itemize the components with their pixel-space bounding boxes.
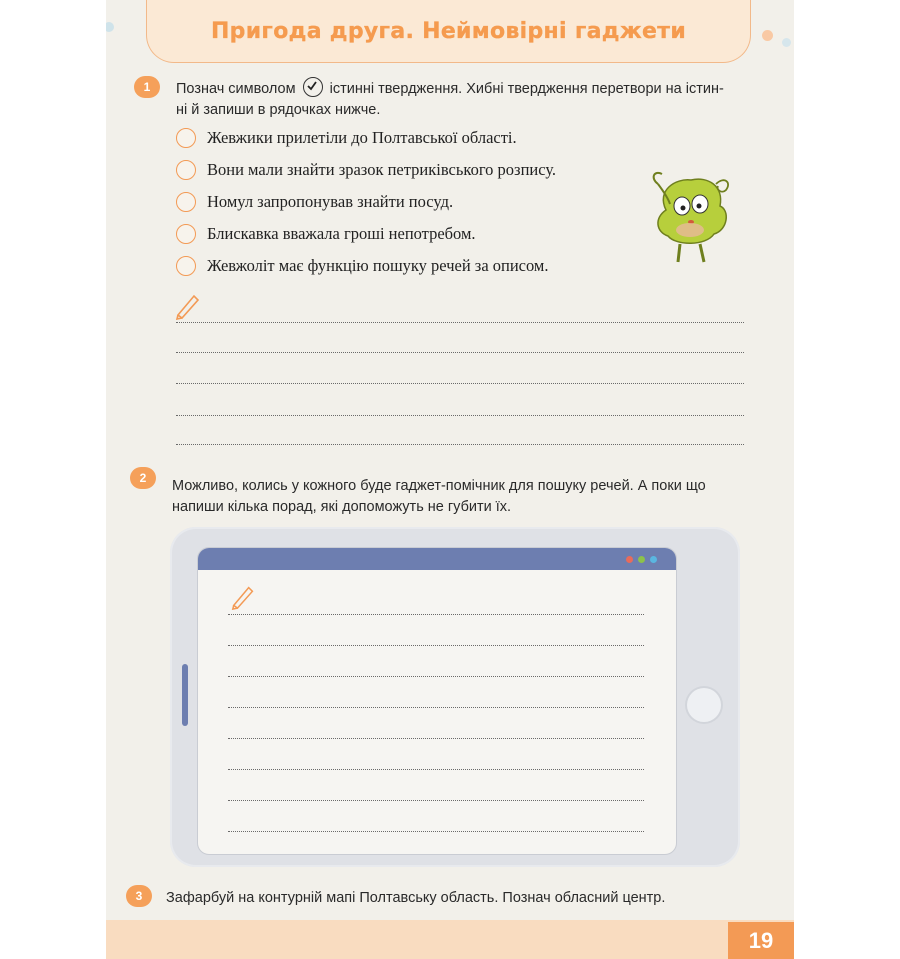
task-3-instruction: Зафарбуй на контурній мапі Полтавську область. Познач обласний центр. <box>166 890 666 906</box>
statement-checkbox[interactable] <box>176 256 196 276</box>
statement-text: Жевжоліт має функцію пошуку речей за описом. <box>207 256 549 275</box>
answer-line[interactable] <box>176 322 744 323</box>
statement-text: Жевжики прилетіли до Полтавської області. <box>207 128 517 147</box>
page-number: 19 <box>728 922 794 959</box>
page-title: Пригода друга. Неймовірні гаджети <box>210 18 687 44</box>
statement-item <box>176 160 556 180</box>
footer-band <box>106 920 794 959</box>
tablet-answer-line[interactable] <box>228 614 644 615</box>
decorative-dot <box>106 22 114 32</box>
tablet-answer-line[interactable] <box>228 800 644 801</box>
task-2-instruction-line2: напиши кілька порад, які допоможуть не губити їх. <box>172 499 512 515</box>
statement-item <box>176 256 549 276</box>
decorative-dot <box>782 38 791 47</box>
window-dot-red <box>626 556 633 563</box>
statement-text: Блискавка вважала гроші непотребом. <box>207 224 476 243</box>
tablet-answer-line[interactable] <box>228 738 644 739</box>
answer-line[interactable] <box>176 444 744 445</box>
task-3-number: 3 <box>126 885 152 907</box>
pencil-icon <box>174 290 204 320</box>
task-1-instruction-line2: ні й запиши в рядочках нижче. <box>176 102 381 118</box>
pencil-icon <box>230 582 258 610</box>
tablet-answer-line[interactable] <box>228 831 644 832</box>
task-2-instruction-line1: Можливо, колись у кожного буде гаджет-помічник для пошуку речей. А поки що <box>172 478 706 494</box>
window-dot-blue <box>650 556 657 563</box>
statement-checkbox[interactable] <box>176 224 196 244</box>
task-1-instruction-end: істинні твердження. Хибні твердження перетвори на істин- <box>325 81 724 97</box>
task-1-instruction <box>176 77 766 121</box>
tablet-home-button <box>687 688 721 722</box>
task-2-instruction <box>172 476 772 518</box>
statement-text: Вони мали знайти зразок петриківського розпису. <box>207 160 557 179</box>
workbook-page <box>106 0 794 959</box>
tablet-answer-line[interactable] <box>228 645 644 646</box>
tablet-screen <box>197 547 677 855</box>
tablet-side-button <box>182 664 188 726</box>
task-1-instruction-start: Познач символом <box>176 81 296 97</box>
task-2-number: 2 <box>130 467 156 489</box>
answer-line[interactable] <box>176 352 744 353</box>
statement-item <box>176 128 517 148</box>
window-dot-green <box>638 556 645 563</box>
statement-checkbox[interactable] <box>176 192 196 212</box>
tablet-screen-bar <box>198 548 676 570</box>
tablet-answer-line[interactable] <box>228 707 644 708</box>
title-banner <box>146 0 751 63</box>
tablet-answer-line[interactable] <box>228 769 644 770</box>
statement-checkbox[interactable] <box>176 128 196 148</box>
decorative-dot <box>762 30 773 41</box>
answer-line[interactable] <box>176 415 744 416</box>
checkmark-icon <box>303 77 323 97</box>
tablet-answer-line[interactable] <box>228 676 644 677</box>
statement-item <box>176 192 453 212</box>
answer-line[interactable] <box>176 383 744 384</box>
task-1-number: 1 <box>134 76 160 98</box>
statement-checkbox[interactable] <box>176 160 196 180</box>
character-illustration <box>646 170 736 266</box>
statement-item <box>176 224 476 244</box>
statement-text: Номул запропонував знайти посуд. <box>207 192 454 211</box>
